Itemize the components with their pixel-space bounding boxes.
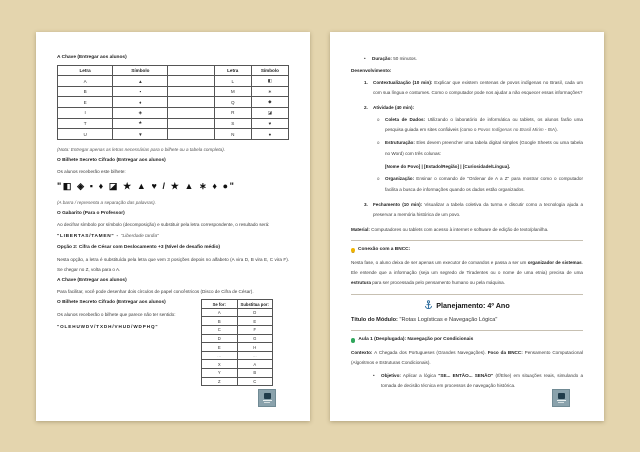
colunas-line: [Nome do Povo] | [Estado/Região] | [Curiosidade/Língua]. [385, 164, 511, 170]
cell-symbol: ● [251, 129, 288, 140]
fechamento-label: Fechamento (10 min): [373, 202, 423, 208]
cell-letter: L [214, 76, 251, 87]
cell-sub: F [237, 326, 273, 335]
publisher-logo [552, 389, 570, 407]
cell-symbol: ▪ [113, 86, 168, 97]
bncc-title-text: Conexão com a BNCC: [358, 247, 411, 253]
cell-if: D [202, 334, 238, 343]
cell-sub: H [237, 343, 273, 352]
table-header-row [58, 65, 289, 76]
gabarito-answer [57, 232, 289, 241]
col-header-substitua: Substitua por: [237, 300, 273, 309]
cipher-symbols-line: "◧ ◈ ▪ ♦ ◪ ★ ▲ ♥ / ★ ▲ ∗ ♦ ●" [57, 181, 236, 192]
contextualizacao-body: Explicar que existem centenas de povos indígenas no Brasil, cada um com sua língua e costumes. Como o computador pode nos ajudar a não esquecer essas informações? [373, 79, 583, 96]
sub-item-estruturacao [377, 138, 583, 161]
organizacao-text [385, 174, 583, 195]
cell-letter: N [214, 129, 251, 140]
bncc-section-title [351, 246, 583, 255]
cell-sub: B [237, 369, 273, 378]
fechamento-text [373, 200, 583, 221]
planejamento-heading [351, 300, 583, 312]
table-row [58, 97, 289, 108]
cell-if: X [202, 360, 238, 369]
table-row [58, 86, 289, 97]
logo-text-line [263, 400, 272, 401]
cell-empty [168, 97, 214, 108]
fechamento-body: Visualizar a tabela coletiva da turma e discutir como a tecnologia ajuda a preservar a memória histórica de um povo. [373, 202, 583, 218]
bilhete-heading: O Bilhete Secreto Cifrado (Entregar aos alunos) [57, 157, 166, 163]
table-row [202, 326, 273, 335]
cell-empty [168, 118, 214, 129]
objetivo-label: Objetivo: [381, 372, 401, 378]
bar-note: (A barra / representa a separação das palavras). [57, 199, 156, 205]
cell-letter: I [58, 108, 113, 119]
table-row [202, 317, 273, 326]
cell-if: Y [202, 369, 238, 378]
modulo-value: "Rotas Logísticas e Navegação Lógica" [397, 317, 498, 324]
list-item-contextualizacao [364, 78, 583, 101]
note-text: (Nota: Entregar apenas as letras necessárias para o bilhete ou a tabela completa). [57, 146, 226, 152]
bncc-seg: . Ele entende que a informação (seja um segredo de Tiradentes ou o nome de uma etnia) precisa de uma [351, 259, 583, 276]
left-page-content [36, 32, 310, 421]
cell-letter: R [214, 108, 251, 119]
document-page-left [36, 32, 310, 421]
contexto-body: A Chegada dos Portugueses (Grandes Navegações). [372, 349, 488, 355]
bilhete-intro: Os alunos receberão este bilhete: [57, 169, 126, 175]
coleta-label: Coleta de Dados: [385, 116, 426, 122]
table-row [202, 334, 273, 343]
answer-dash: - [114, 234, 121, 240]
green-dot-icon [351, 338, 355, 342]
cell-empty [168, 86, 214, 97]
logo-emblem-icon [558, 393, 565, 399]
cell-if: Z [202, 377, 238, 386]
cell-letter: T [58, 118, 113, 129]
bullet-icon: • [373, 372, 375, 378]
publisher-logo [258, 389, 276, 407]
cell-sub: G [237, 334, 273, 343]
col-header-se-for: Se for: [202, 300, 238, 309]
col-header-simbolo: Símbolo [113, 65, 168, 76]
bilhete2-heading: O Bilhete Secreto Cifrado (Entregar aos alunos) [57, 300, 166, 306]
duracao-value: 50 minutos. [391, 56, 417, 61]
bncc-seg: Nesta fase, o aluno deixa de ser apenas um executor de comandos e passa a ser um [351, 259, 528, 265]
caesar-cipher-code: "OLEHUWDV/TXDH/VHUD/WDPHQ" [57, 323, 159, 329]
cell-empty [168, 108, 214, 119]
coleta-body: Utilizando o laboratório de informática ou tablets, os alunos farão uma pesquisa guiada em sites confiáveis (como o [385, 116, 583, 133]
duracao-label: Duração: [372, 56, 392, 61]
table-row [58, 129, 289, 140]
coleta-site-name: Povos Indígenas no Brasil Mirim [477, 127, 544, 133]
gabarito-text: Ao decifrar símbolo por símbolo (decomposição) e substituir pela letra correspondente, o resultado será: [57, 222, 270, 228]
cell-if: E [202, 343, 238, 352]
sub-bullet: o [377, 176, 380, 182]
bncc-seg: para ser processada pelo pensamento humano ou pela máquina. [370, 280, 505, 286]
cell-letter: A [58, 76, 113, 87]
gabarito-heading: O Gabarito (Para o Professor) [57, 210, 125, 216]
sub-bullet: o [377, 140, 380, 146]
chave2-heading: A Chave (Entregar aos alunos) [57, 277, 127, 283]
bottom-section [57, 299, 289, 386]
list-number: 3. [364, 202, 368, 208]
col-header-letra-2: Letra [214, 65, 251, 76]
objetivo-logic-bold: "SE... ENTÃO... SENÃO" [438, 372, 494, 378]
estruturacao-text [385, 138, 583, 159]
cell-sub: E [237, 317, 273, 326]
cell-symbol: ★ [113, 118, 168, 129]
table-row [58, 76, 289, 87]
estruturacao-body: Eles devem preencher uma tabela digital simples (Google Sheets ou uma tabela no Word) com três colunas: [385, 140, 583, 156]
cell-sub: A [237, 360, 273, 369]
contextualizacao-label: Contextualização (10 min): [373, 79, 433, 85]
col-header-empty [168, 65, 214, 76]
bncc-paragraph [351, 258, 583, 289]
objetivo-seg: (If/Else) em situações reais, simulando a tomada de decisão técnica em processos de navegação histórica. [381, 372, 584, 388]
logo-text-line [558, 402, 564, 403]
planejamento-title-text: Planejamento: 4º Ano [436, 300, 510, 310]
list-number: 2. [364, 104, 368, 110]
table-row [58, 118, 289, 129]
coleta-tail: - ISA). [543, 127, 558, 133]
document-page-right [330, 32, 604, 421]
logo-text-line [557, 400, 566, 401]
bncc-bold: estrutura [351, 280, 371, 286]
sub-bullet: o [377, 116, 380, 122]
right-page-content [330, 32, 604, 421]
organizacao-body: Ensinar o comando de "Ordenar de A a Z" para mostrar como o computador facilita a busca de informações quando os dados estão organizados. [385, 176, 583, 192]
list-item-fechamento [364, 200, 583, 223]
atividade-label: Atividade (40 min): [373, 104, 415, 110]
cipher-key-table [57, 65, 289, 140]
table-row [202, 377, 273, 386]
bottom-left-column [57, 299, 201, 386]
bilhete2-intro: Os alunos receberão o bilhete que parece não ter sentido: [57, 311, 176, 317]
bncc-bold: organizador de sistemas [527, 259, 582, 265]
material-label: Material: [351, 226, 370, 232]
cell-empty [168, 76, 214, 87]
modulo-label: Título do Módulo: [351, 317, 398, 324]
objetivo-seg: Aplicar a lógica [400, 372, 439, 378]
shift-substitution-table [201, 299, 273, 386]
bullet-icon: • [364, 56, 366, 61]
desenvolvimento-heading: Desenvolvimento: [351, 68, 392, 74]
cell-sub: C [237, 377, 273, 386]
cell-symbol: ◪ [251, 108, 288, 119]
duracao-text [372, 54, 417, 64]
cell-letter: B [58, 86, 113, 97]
cell-symbol: ◈ [113, 108, 168, 119]
logo-emblem-icon [264, 393, 271, 399]
lightbulb-icon [351, 248, 355, 252]
cell-symbol: ▼ [113, 129, 168, 140]
cell-if: C [202, 326, 238, 335]
cell-symbol: ∗ [251, 86, 288, 97]
cell-letter: Q [214, 97, 251, 108]
estruturacao-label: Estruturação: [385, 140, 415, 146]
list-number: 1. [364, 79, 368, 85]
sub-item-organizacao [377, 174, 583, 197]
cell-letter: S [214, 118, 251, 129]
contextualizacao-text [373, 78, 583, 99]
cell-if: A [202, 308, 238, 317]
table-row [202, 308, 273, 317]
organizacao-label: Organização: [385, 176, 415, 182]
table-row [202, 369, 273, 378]
opcao2-heading: Opção 2: Cifra de César com Deslocamento +3 (Nível de desafio médio) [57, 245, 221, 251]
table-row [202, 343, 273, 352]
cell-letter: M [214, 86, 251, 97]
foco-bncc-body: Pensamento Computacional (Algoritmos e Estruturas Condicionais). [351, 349, 583, 366]
cell-if: B [202, 317, 238, 326]
cell-symbol: ♥ [251, 118, 288, 129]
cell-symbol: ▲ [113, 76, 168, 87]
modulo-line [351, 315, 583, 325]
cell-if: … [202, 351, 238, 360]
divider [351, 330, 583, 331]
cell-symbol: ◧ [251, 76, 288, 87]
contexto-paragraph [351, 348, 583, 369]
foco-bncc-label: Foco da BNCC: [487, 349, 523, 355]
atividade-label-row [373, 103, 583, 113]
col-header-letra: Letra [58, 65, 113, 76]
aula1-title-text: Aula 1 (Desplugada): Navegação por Condicionais [358, 337, 474, 343]
cell-empty [168, 129, 214, 140]
aula1-section-title [351, 336, 583, 345]
answer-meaning: "Liberdade tardia" [120, 234, 159, 240]
table-row [202, 360, 273, 369]
divider [351, 240, 583, 241]
list-item-atividade [364, 103, 583, 199]
chave2-text: Para facilitar, você pode desenhar dois círculos de papel concêntricos (Disco de Cifra de César). [57, 289, 254, 295]
cell-symbol: ◆ [251, 97, 288, 108]
opcao2-text: Nesta opção, a letra é substituída pela letra que vem 3 posições depois no alfabeto (A vira D, B vira E, C vira F). Se chegar no Z, volta para o A. [57, 256, 289, 272]
material-text [351, 225, 583, 235]
col-header-simbolo-2: Símbolo [251, 65, 288, 76]
answer-code: "LIBERTAS/TAMEN" [57, 234, 115, 240]
contexto-label: Contexto: [351, 349, 373, 355]
logo-text-line [264, 402, 270, 403]
chave-heading: A Chave (Entregar aos alunos) [57, 55, 127, 60]
duracao-bullet [364, 54, 583, 64]
table-row-ellipsis [202, 351, 273, 360]
material-body: Computadores ou tablets com acesso à internet e software de edição de texto/planilha. [369, 226, 549, 232]
table-row [58, 108, 289, 119]
sub-item-coleta [377, 115, 583, 138]
cell-sub: … [237, 351, 273, 360]
cell-letter: E [58, 97, 113, 108]
coleta-text [385, 115, 583, 136]
table-header-row [202, 300, 273, 309]
cell-sub: D [237, 308, 273, 317]
divider [351, 294, 583, 295]
anchor-icon [424, 300, 433, 310]
cell-letter: U [58, 129, 113, 140]
cell-symbol: ♦ [113, 97, 168, 108]
